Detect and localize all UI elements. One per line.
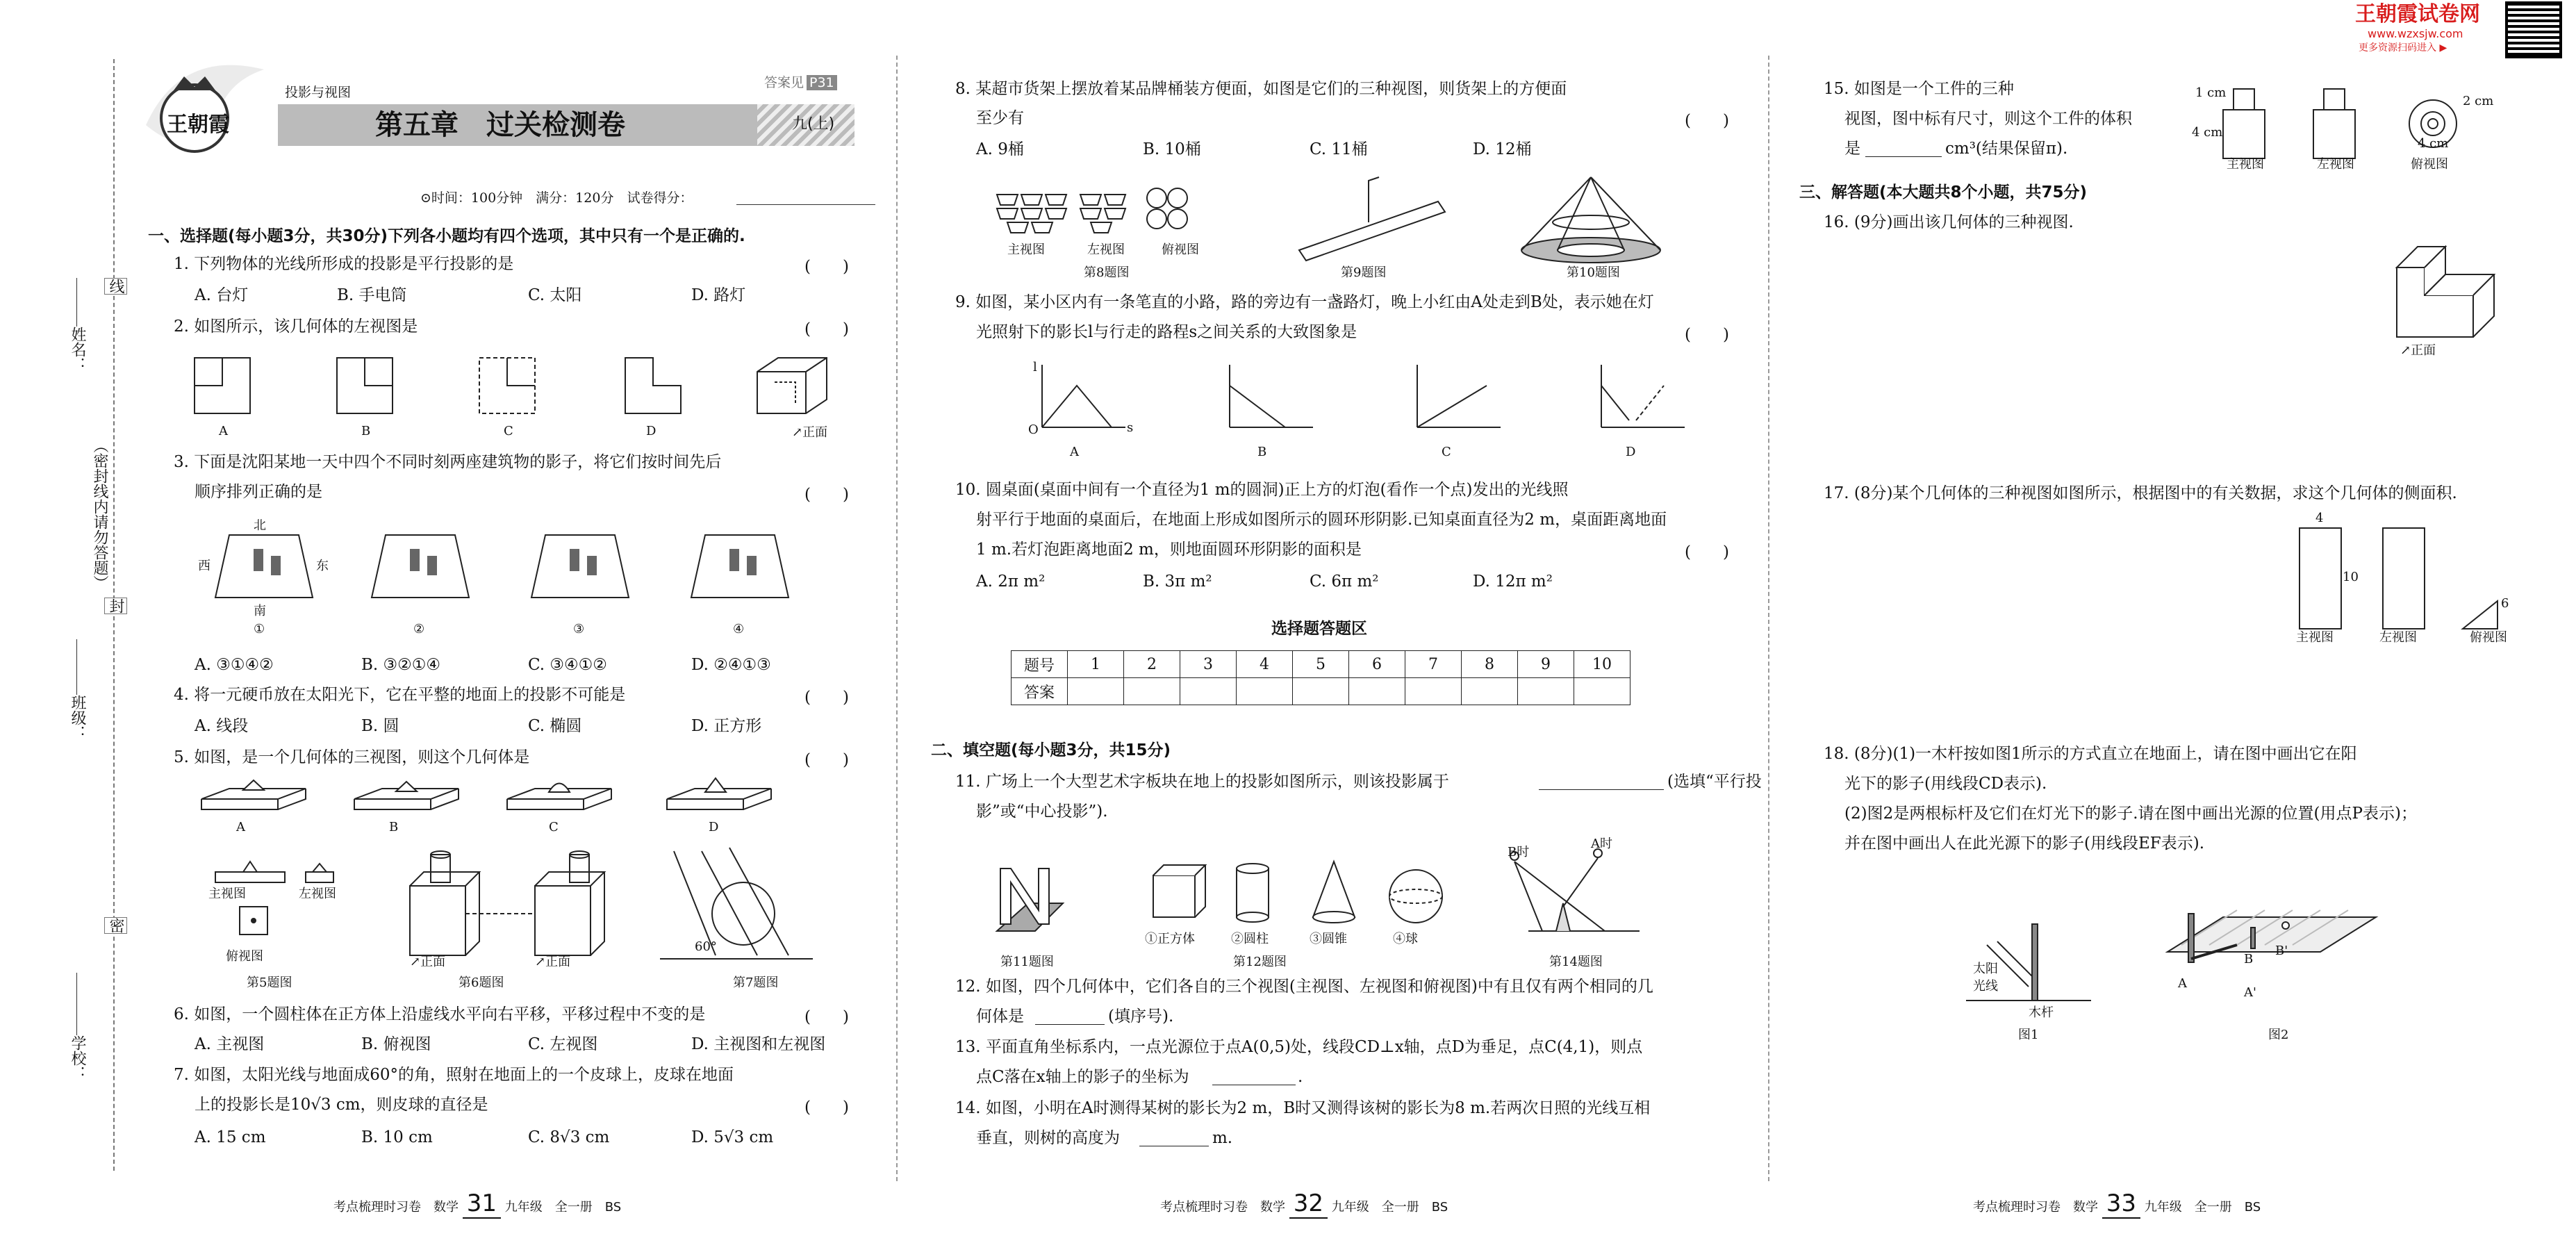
q6-stem: 6. 如图，一个圆柱体在正方体上沿虚线水平向右平移，平移过程中不变的是 (174, 1005, 706, 1023)
q5-label-b: B (389, 820, 399, 834)
q10-opt-b: B. 3π m² (1143, 573, 1212, 591)
q8-stem: 8. 某超市货架上摆放着某品牌桶装方便面，如图是它们的三种视图，则货架上的方便面 (955, 80, 1567, 98)
q3-opt-c: C. ③④①② (528, 656, 607, 674)
q15-stem2: 视图，图中标有尺寸，则这个工件的体积 (1844, 110, 2132, 128)
fig14-caption: 第14题图 (1549, 955, 1603, 969)
q6-opt-a: A. 主视图 (195, 1035, 265, 1053)
q3-stem2: 顺序排列正确的是 (195, 483, 322, 501)
page-divider-1 (896, 56, 898, 1181)
q18-ray: 光线 (1973, 979, 1998, 994)
q10-opt-d: D. 12π m² (1473, 573, 1553, 591)
q15-dim-2cm: 2 cm (2463, 94, 2494, 108)
q7-opt-c: C. 8√3 cm (528, 1128, 610, 1146)
fig12-cube: ①正方体 (1145, 932, 1195, 946)
q2-figures (188, 351, 834, 427)
answer-cell-8[interactable] (1462, 678, 1518, 705)
q4-opt-c: C. 椭圆 (528, 717, 582, 735)
fig5-caption: 第5题图 (247, 976, 292, 990)
sidebar-class: 班级： (69, 695, 86, 741)
q3-compass-w: 西 (198, 559, 210, 573)
q1-opt-d: D. 路灯 (691, 286, 746, 304)
fig5-top-view: 俯视图 (226, 949, 263, 964)
q15-blank[interactable] (1865, 156, 1942, 157)
answer-cell-5[interactable] (1293, 678, 1349, 705)
q13-tail: . (1298, 1068, 1303, 1086)
q15-left-view: 左视图 (2317, 157, 2354, 172)
q18-pole: 木杆 (2029, 1005, 2054, 1020)
fig6-front-a: ↗正面 (410, 955, 446, 969)
q11-stem2: 影”或“中心投影”). (976, 802, 1108, 821)
q4-opt-a: A. 线段 (195, 717, 249, 735)
q9-stem: 9. 如图，某小区内有一条笔直的小路，路的旁边有一盏路灯，晚上小红由A处走到B处，表示她在灯 (955, 293, 1654, 311)
q2-label-b: B (361, 424, 371, 438)
q14-stem: 14. 如图，小明在A时测得某树的影长为2 m，B时又测得该树的影长为8 m.若两次日照的光线互相 (955, 1099, 1651, 1117)
q9-origin: O (1028, 422, 1039, 437)
answer-cell-7[interactable] (1405, 678, 1462, 705)
fig7-angle: 60° (695, 939, 717, 954)
q3-answer-paren[interactable]: ( ) (804, 486, 849, 504)
answer-ref: 答案见 P31 (764, 72, 837, 93)
q9-label-b: B (1257, 445, 1267, 459)
footer-p33: 考点梳理时习卷 数学 33 九年级 全一册 BS (1973, 1190, 2261, 1217)
answer-num-6: 6 (1349, 651, 1405, 678)
q15-dim-1cm: 1 cm (2195, 85, 2227, 100)
footer-p32: 考点梳理时习卷 数学 32 九年级 全一册 BS (1160, 1190, 1448, 1217)
q9-label-d: D (1626, 445, 1636, 459)
q18-label-a: A (2178, 976, 2187, 991)
q9-axis-s: s (1127, 420, 1134, 435)
q17-top-view: 俯视图 (2470, 630, 2507, 645)
q5-label-d: D (709, 820, 719, 834)
fig8-caption: 第8题图 (1084, 265, 1130, 280)
q10-stem2: 射平行于地面的桌面后，在地面上形成如图所示的圆环形阴影.已知桌面直径为2 m，桌面距离地面 (976, 511, 1667, 529)
sidebar-name-line (76, 278, 77, 327)
q5-label-a: A (236, 820, 245, 834)
answer-num-8: 8 (1462, 651, 1518, 678)
brand-logo (139, 42, 271, 174)
q9-axis-l: l (1033, 360, 1037, 374)
section1-heading: 一、选择题(每小题3分，共30分)下列各小题均有四个选项，其中只有一个是正确的. (148, 227, 745, 245)
sidebar-name: 姓名： (69, 327, 86, 372)
watermark-slogan: 更多资源扫码进入 ▶ (2359, 42, 2447, 53)
score-line (736, 204, 875, 205)
q15-stem: 15. 如图是一个工件的三种 (1824, 80, 2014, 98)
fig5-main-view: 主视图 (208, 887, 246, 901)
seal-word-secret: 密 (104, 917, 127, 934)
q18-figures (1959, 910, 2390, 1014)
q3-num-1: ① (254, 622, 265, 636)
q14-tail: m. (1212, 1129, 1233, 1147)
answer-row-label: 答案 (1012, 678, 1068, 705)
q8-opt-a: A. 9桶 (976, 140, 1024, 158)
binding-line (113, 59, 115, 1171)
q5-answer-paren[interactable]: ( ) (804, 751, 849, 769)
footer-p31: 考点梳理时习卷 数学 31 九年级 全一册 BS (333, 1190, 622, 1217)
q4-stem: 4. 将一元硬币放在太阳光下，它在平整的地面上的投影不可能是 (174, 686, 626, 704)
q17-main-view: 主视图 (2296, 630, 2334, 645)
q7-answer-paren[interactable]: ( ) (804, 1098, 849, 1117)
q14-stem2: 垂直，则树的高度为 (976, 1129, 1120, 1147)
q18-caption-1: 图1 (2018, 1028, 2039, 1042)
seal-word-line: 线 (104, 278, 127, 295)
q3-opt-b: B. ③②①④ (361, 656, 441, 674)
answer-cell-4[interactable] (1237, 678, 1293, 705)
q8-answer-paren[interactable]: ( ) (1685, 112, 1729, 130)
q18-sun: 太阳 (1973, 962, 1998, 976)
q7-opt-a: A. 15 cm (195, 1128, 266, 1146)
q5-label-c: C (549, 820, 559, 834)
fig14-b-time: B时 (1508, 845, 1530, 859)
header-category: 投影与视图 (285, 85, 352, 100)
answer-area-table (1011, 650, 1630, 705)
q8-opt-d: D. 12桶 (1473, 140, 1532, 158)
q8-stem2: 至少有 (976, 109, 1024, 127)
q15-tail: cm³(结果保留π). (1945, 140, 2068, 158)
q18-stem: 18. (8分)(1)一木杆按如图1所示的方式直立在地面上，请在图中画出它在阳 (1824, 745, 2357, 763)
q6-opt-d: D. 主视图和左视图 (691, 1035, 826, 1053)
sidebar-school: 学校： (69, 1035, 86, 1081)
q2-front-label: ↗正面 (792, 425, 828, 440)
q4-opt-b: B. 圆 (361, 717, 399, 735)
answer-num-2: 2 (1124, 651, 1180, 678)
answer-area-title: 选择题答题区 (1271, 620, 1367, 638)
seal-word-seal: 封 (104, 598, 127, 614)
q2-stem: 2. 如图所示，该几何体的左视图是 (174, 318, 418, 336)
fig6-front-b: ↗正面 (535, 955, 571, 969)
q3-num-4: ④ (733, 622, 745, 636)
q15-dim-4cm-h: 4 cm (2418, 136, 2449, 151)
q9-answer-paren[interactable]: ( ) (1685, 326, 1729, 344)
q16-front-label: ↗正面 (2400, 343, 2436, 358)
fig10-caption: 第10题图 (1567, 265, 1620, 280)
q2-label-a: A (219, 424, 228, 438)
sidebar-class-line (76, 639, 77, 695)
answer-row-header: 题号 (1012, 651, 1068, 678)
q17-dim-6: 6 (2501, 596, 2509, 611)
q10-opt-c: C. 6π m² (1310, 573, 1379, 591)
q11-stem: 11. 广场上一个大型艺术字板块在地上的投影如图所示，则该投影属于 (955, 773, 1449, 791)
q4-opt-d: D. 正方形 (691, 717, 762, 735)
q2-answer-paren[interactable]: ( ) (804, 320, 849, 338)
q10-opt-a: A. 2π m² (976, 573, 1046, 591)
q17-stem: 17. (8分)某个几何体的三种视图如图所示，根据图中的有关数据，求这个几何体的侧面积. (1824, 484, 2457, 502)
section2-heading: 二、填空题(每小题3分，共15分) (931, 741, 1171, 759)
q6-answer-paren[interactable]: ( ) (804, 1008, 849, 1026)
q12-tail: (填序号). (1108, 1007, 1174, 1026)
q11-blank[interactable] (1539, 789, 1664, 790)
fig12-cone: ③圆锥 (1310, 932, 1347, 946)
q5-figures (195, 775, 834, 823)
q1-stem: 1. 下列物体的光线所形成的投影是平行投影的是 (174, 255, 514, 273)
fig9-caption: 第9题图 (1341, 265, 1387, 280)
answer-num-3: 3 (1180, 651, 1237, 678)
fig8-left: 左视图 (1087, 242, 1125, 257)
answer-cell-9[interactable] (1518, 678, 1574, 705)
q18-label-b: B (2244, 952, 2254, 966)
q13-stem2: 点C落在x轴上的影子的坐标为 (976, 1068, 1189, 1086)
answer-num-9: 9 (1518, 651, 1574, 678)
q17-left-view: 左视图 (2379, 630, 2417, 645)
q12-stem: 12. 如图，四个几何体中，它们各自的三个视图(主视图、左视图和俯视图)中有且仅有两个相同的几 (955, 978, 1653, 996)
answer-num-7: 7 (1405, 651, 1462, 678)
q3-opt-d: D. ②④①③ (691, 656, 771, 674)
q16-stem: 16. (9分)画出该几何体的三种视图. (1824, 213, 2074, 231)
q4-answer-paren[interactable]: ( ) (804, 689, 849, 707)
q18-label-a-prime: A' (2244, 985, 2256, 1000)
q17-figures (2286, 521, 2543, 632)
q1-answer-paren[interactable]: ( ) (804, 258, 849, 276)
q15-stem3: 是 (1844, 140, 1860, 158)
q9-label-a: A (1070, 445, 1079, 459)
q12-blank[interactable] (1035, 1024, 1105, 1025)
fig8-main: 主视图 (1007, 242, 1045, 257)
q17-dim-10: 10 (2343, 570, 2359, 584)
q18-caption-2: 图2 (2268, 1028, 2289, 1042)
q5-stem: 5. 如图，是一个几何体的三视图，则这个几何体是 (174, 748, 530, 766)
q7-stem2: 上的投影长是10√3 cm，则皮球的直径是 (195, 1096, 488, 1114)
sidebar-note: （密封线内请勿答题） (91, 438, 108, 591)
exam-meta: ⊙时间：100分钟 满分：120分 试卷得分： (420, 190, 693, 206)
q3-opt-a: A. ③①④② (195, 656, 274, 674)
answer-num-5: 5 (1293, 651, 1349, 678)
fig8-top: 俯视图 (1162, 242, 1199, 257)
q7-stem: 7. 如图，太阳光线与地面成60°的角，照射在地面上的一个皮球上，皮球在地面 (174, 1066, 734, 1084)
q10-stem: 10. 圆桌面(桌面中间有一个直径为1 m的圆洞)正上方的灯泡(看作一个点)发出的光线照 (955, 481, 1569, 499)
q3-num-2: ② (413, 622, 425, 636)
q12-stem2: 何体是 (976, 1007, 1024, 1026)
q10-stem3: 1 m.若灯泡距离地面2 m，则地面圆环形阴影的面积是 (976, 541, 1362, 559)
answer-num-4: 4 (1237, 651, 1293, 678)
q9-label-c: C (1442, 445, 1451, 459)
fig7-caption: 第7题图 (733, 976, 779, 990)
page-divider-2 (1768, 56, 1769, 1181)
answer-num-10: 10 (1574, 651, 1630, 678)
q2-label-c: C (504, 424, 513, 438)
q3-figures (195, 514, 834, 632)
q13-stem: 13. 平面直角坐标系内，一点光源位于点A(0,5)处，线段CD⊥x轴，点D为垂足，点C(4,1)，则点 (955, 1038, 1643, 1056)
watermark-url: www.wzxsjw.com (2368, 27, 2463, 40)
q3-compass-e: 东 (316, 559, 329, 573)
fig6-caption: 第6题图 (459, 976, 504, 990)
q3-num-3: ③ (573, 622, 585, 636)
q7-opt-d: D. 5√3 cm (691, 1128, 774, 1146)
fig14-a-time: A时 (1591, 837, 1612, 851)
section3-heading: 三、解答题(本大题共8个小题，共75分) (1799, 183, 2088, 201)
q3-stem: 3. 下面是沈阳某地一天中四个不同时刻两座建筑物的影子，将它们按时间先后 (174, 453, 722, 471)
q18-stem4: 并在图中画出人在此光源下的影子(用线段EF表示). (1844, 834, 2205, 853)
fig5-6-7-drawings (201, 844, 827, 969)
q6-opt-c: C. 左视图 (528, 1035, 598, 1053)
q6-opt-b: B. 俯视图 (361, 1035, 431, 1053)
q16-figure (2390, 240, 2529, 344)
watermark-name: 王朝霞试卷网 (2355, 2, 2480, 26)
brand-name: 王朝霞 (167, 113, 229, 137)
fig12-sphere: ④球 (1393, 932, 1418, 946)
q10-answer-paren[interactable]: ( ) (1685, 543, 1729, 561)
answer-cell-10[interactable] (1574, 678, 1630, 705)
page-title: 第五章 过关检测卷 (375, 109, 625, 141)
fig12-cylinder: ②圆柱 (1231, 932, 1269, 946)
q1-opt-b: B. 手电筒 (337, 286, 407, 304)
q18-stem2: 光下的影子(用线段CD表示). (1844, 775, 2047, 793)
q1-opt-c: C. 太阳 (528, 286, 582, 304)
answer-num-1: 1 (1068, 651, 1124, 678)
answer-cell-6[interactable] (1349, 678, 1405, 705)
q2-label-d: D (646, 424, 657, 438)
fig12-caption: 第12题图 (1233, 955, 1287, 969)
fig11-caption: 第11题图 (1000, 955, 1054, 969)
sidebar-school-line (76, 973, 77, 1035)
q11-tail: (选填“平行投 (1667, 773, 1762, 791)
q15-dim-4cm-v: 4 cm (2192, 125, 2223, 140)
q18-stem3: (2)图2是两根标杆及它们在灯光下的影子.请在图中画出光源的位置(用点P表示)； (1844, 805, 2417, 823)
q3-compass-s: 南 (254, 604, 266, 618)
fig5-left-view: 左视图 (299, 887, 336, 901)
q3-compass-n: 北 (254, 518, 266, 533)
grade-tag: 九(上) (792, 115, 835, 133)
q15-figures (2195, 82, 2494, 165)
q17-dim-4: 4 (2315, 511, 2324, 525)
answer-cell-3[interactable] (1180, 678, 1237, 705)
q8-opt-c: C. 11桶 (1310, 140, 1368, 158)
answer-cell-1[interactable] (1068, 678, 1124, 705)
q9-stem2: 光照射下的影长l与行走的路程s之间关系的大致图象是 (976, 323, 1357, 341)
answer-cell-2[interactable] (1124, 678, 1180, 705)
q15-main-view: 主视图 (2227, 157, 2264, 172)
q1-opt-a: A. 台灯 (195, 286, 249, 304)
q8-opt-b: B. 10桶 (1143, 140, 1201, 158)
q15-top-view: 俯视图 (2411, 157, 2448, 172)
qr-code[interactable] (2508, 4, 2559, 56)
q7-opt-b: B. 10 cm (361, 1128, 433, 1146)
q18-label-b-prime: B' (2275, 944, 2288, 958)
